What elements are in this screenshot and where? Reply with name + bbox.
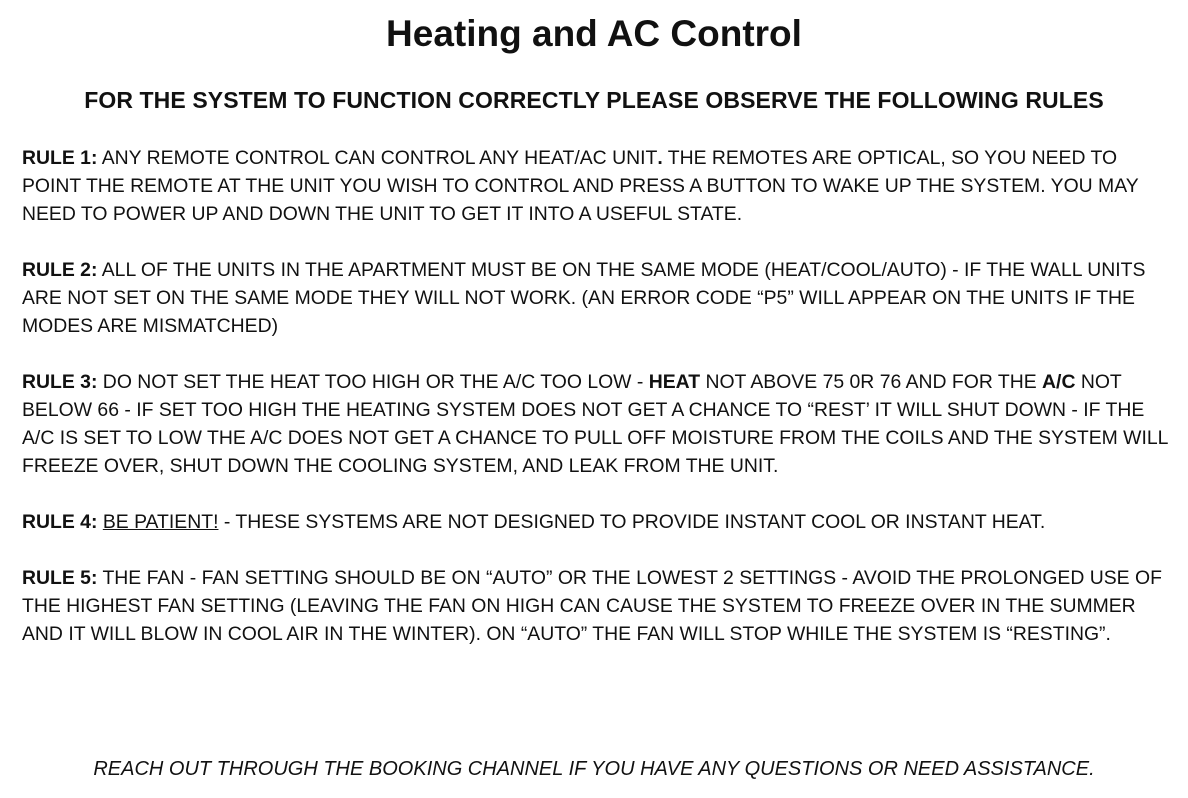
rule-3-heat-emphasis: HEAT bbox=[648, 371, 701, 393]
rule-5-text: THE FAN - FAN SETTING SHOULD BE ON “AUTO” OR THE LOWEST 2 SETTINGS - AVOID THE PROLONGED USE OF THE HIGHEST FAN SETTING (LEAVING THE FAN ON HIGH CAN CAUSE THE SYSTEM TO FREEZE OVER IN THE SUMMER AND IT WILL BLOW IN COOL AIR IN THE WINTER). ON “AUTO” THE FAN WILL STOP WHILE THE SYSTEM IS “RESTING”. bbox=[22, 567, 1162, 645]
rule-5 bbox=[22, 564, 1172, 648]
rule-3-ac-emphasis: A/C bbox=[1042, 371, 1076, 393]
rule-1 bbox=[22, 144, 1172, 228]
rule-3-text-a: DO NOT SET THE HEAT TOO HIGH OR THE A/C TOO LOW - bbox=[97, 371, 649, 393]
rule-1-period: . bbox=[657, 147, 663, 169]
rule-3-text-b: NOT ABOVE 75 0R 76 AND FOR THE bbox=[700, 371, 1043, 393]
page-title: Heating and AC Control bbox=[386, 13, 802, 54]
rule-3-text-c: NOT BELOW 66 - IF SET TOO HIGH THE HEATING SYSTEM DOES NOT GET A CHANCE TO “REST’ IT WILL SHUT DOWN - IF THE A/C IS SET TO LOW THE A/C DOES NOT GET A CHANCE TO PULL OFF MOISTURE FROM THE COILS AND THE SYSTEM WILL FREEZE OVER, SHUT DOWN THE COOLING SYSTEM, AND LEAK FROM THE UNIT. bbox=[22, 371, 1168, 477]
rule-5-label: RULE 5: bbox=[22, 567, 98, 589]
page-subtitle: FOR THE SYSTEM TO FUNCTION CORRECTLY PLEASE OBSERVE THE FOLLOWING RULES bbox=[84, 87, 1104, 113]
rule-3 bbox=[22, 368, 1172, 480]
rule-1-text-a: ANY REMOTE CONTROL CAN CONTROL ANY HEAT/AC UNIT bbox=[97, 147, 658, 169]
rule-1-text-b: THE REMOTES ARE OPTICAL, SO YOU NEED TO POINT THE REMOTE AT THE UNIT YOU WISH TO CONTROL AND PRESS A BUTTON TO WAKE UP THE SYSTEM. YOU MAY NEED TO POWER UP AND DOWN THE UNIT TO GET IT INTO A USEFUL STATE. bbox=[22, 147, 1139, 225]
rule-2-label: RULE 2: bbox=[22, 259, 98, 281]
rules-list bbox=[22, 144, 1172, 676]
rule-2 bbox=[22, 256, 1172, 340]
rule-4-be-patient: BE PATIENT! bbox=[102, 511, 219, 533]
rule-1-label: RULE 1: bbox=[22, 147, 98, 169]
rule-4-label: RULE 4: bbox=[22, 511, 98, 533]
rule-3-label: RULE 3: bbox=[22, 371, 98, 393]
rule-2-text: ALL OF THE UNITS IN THE APARTMENT MUST BE ON THE SAME MODE (HEAT/COOL/AUTO) - IF THE WALL UNITS ARE NOT SET ON THE SAME MODE THEY WILL NOT WORK. (AN ERROR CODE “P5” WILL APPEAR ON THE UNITS IF THE MODES ARE MISMATCHED) bbox=[22, 259, 1146, 337]
rule-4 bbox=[22, 508, 1172, 536]
rule-4-text: - THESE SYSTEMS ARE NOT DESIGNED TO PROVIDE INSTANT COOL OR INSTANT HEAT. bbox=[218, 511, 1046, 533]
footer-note: REACH OUT THROUGH THE BOOKING CHANNEL IF YOU HAVE ANY QUESTIONS OR NEED ASSISTANCE. bbox=[93, 758, 1095, 780]
